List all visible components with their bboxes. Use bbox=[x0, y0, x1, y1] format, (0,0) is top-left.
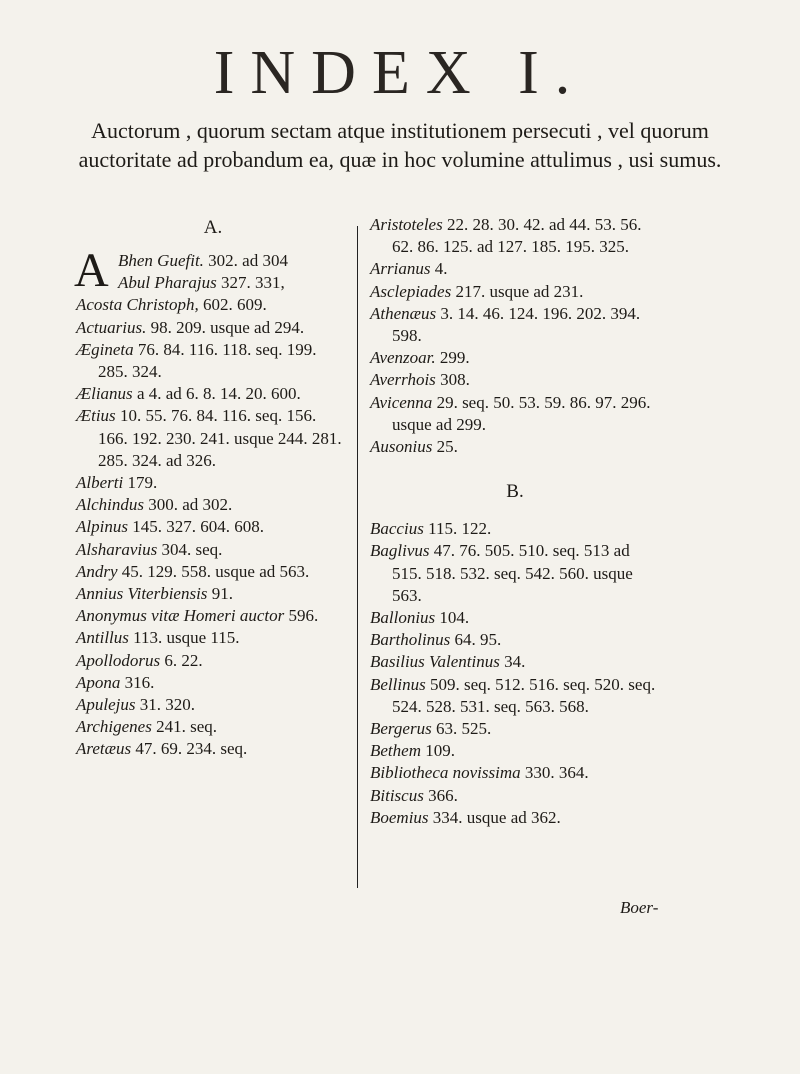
entry-name: Apona bbox=[76, 672, 121, 692]
entry-name: Annius Viterbiensis bbox=[76, 584, 208, 604]
entry-name: Avicenna bbox=[370, 392, 433, 412]
entry-refs: 34. bbox=[504, 652, 526, 672]
index-entry bbox=[76, 405, 350, 472]
entry-refs: 334. usque ad 362. bbox=[432, 807, 561, 827]
entry-name: Athenæus bbox=[370, 303, 437, 323]
index-entry bbox=[76, 738, 350, 760]
entry-name: Ælianus bbox=[76, 384, 133, 404]
index-entry bbox=[76, 583, 350, 605]
index-entry bbox=[370, 303, 660, 347]
index-entry bbox=[76, 516, 350, 538]
index-entry bbox=[370, 674, 660, 718]
index-entry bbox=[76, 472, 350, 494]
entry-name: Bhen Guefit. bbox=[118, 251, 204, 270]
entry-name: Averrhois bbox=[370, 370, 436, 390]
entry-name: Actuarius. bbox=[76, 317, 147, 337]
entry-name: Ætius bbox=[76, 406, 116, 426]
entry-refs: 10. 55. 76. 84. 116. seq. 156. 166. 192. 230. 241. usque 244. 281. 285. 324. ad 326. bbox=[98, 406, 342, 470]
right-column bbox=[370, 214, 660, 829]
index-entry bbox=[370, 214, 660, 258]
drop-cap: A bbox=[74, 244, 109, 297]
index-entry bbox=[76, 716, 350, 738]
entry-name: Aretæus bbox=[76, 739, 132, 759]
entry-name: Avenzoar. bbox=[370, 348, 436, 368]
index-entry bbox=[370, 718, 660, 740]
index-entry bbox=[76, 294, 350, 316]
entry-refs: 299. bbox=[439, 348, 470, 368]
entry-name: Ausonius bbox=[370, 437, 433, 457]
index-entry bbox=[370, 347, 660, 369]
index-entry bbox=[76, 650, 350, 672]
entry-name: Arrianus bbox=[370, 259, 431, 279]
entry-name: Baglivus bbox=[370, 541, 430, 561]
section-letter-a: A. bbox=[203, 217, 223, 238]
entry-refs: 25. bbox=[436, 437, 458, 457]
index-entry bbox=[76, 494, 350, 516]
entry-refs: 241. seq. bbox=[156, 717, 218, 737]
entry-name: Alchindus bbox=[76, 495, 144, 515]
catchword: Boer- bbox=[620, 898, 659, 917]
index-entry bbox=[370, 607, 660, 629]
entry-name: Ægineta bbox=[76, 339, 134, 359]
entry-name: Ballonius bbox=[370, 608, 436, 628]
entry-name: Asclepiades bbox=[370, 281, 452, 301]
entry-refs: 179. bbox=[127, 473, 158, 493]
entry-refs: 327. 331, bbox=[220, 273, 285, 293]
index-entry bbox=[370, 807, 660, 829]
entry-refs: 109. bbox=[425, 741, 455, 761]
index-entry bbox=[76, 272, 350, 294]
entry-name: Alberti bbox=[76, 473, 124, 493]
entry-refs: 509. seq. 512. 516. seq. 520. seq. 524. 528. 531. seq. 563. 568. bbox=[392, 674, 656, 716]
index-entry bbox=[76, 605, 350, 627]
entry-name: Apollodorus bbox=[76, 650, 161, 670]
index-entry bbox=[370, 392, 660, 436]
entry-name: Apulejus bbox=[76, 695, 136, 715]
entry-name: Bartholinus bbox=[370, 630, 451, 650]
index-entry bbox=[76, 339, 350, 383]
entry-refs: 308. bbox=[440, 370, 470, 390]
entry-name: Alsharavius bbox=[76, 539, 158, 559]
entry-refs: 596. bbox=[288, 606, 319, 626]
entry-refs: 76. 84. 116. 118. seq. 199. 285. 324. bbox=[98, 339, 317, 382]
entry-refs: 47. 69. 234. seq. bbox=[135, 739, 248, 759]
entry-name: Archigenes bbox=[76, 717, 152, 737]
index-subtitle: Auctorum , quorum sectam atque institutionem persecuti , vel quorum auctoritate ad probandum ea, quæ in hoc volumine attulimus , usi sumus. bbox=[78, 118, 722, 172]
entry-name: Andry bbox=[76, 561, 118, 581]
left-column bbox=[76, 214, 350, 761]
index-entry bbox=[370, 436, 660, 458]
entry-refs: 98. 209. usque ad 294. bbox=[150, 317, 305, 337]
entry-refs: 217. usque ad 231. bbox=[455, 281, 584, 301]
entry-refs: 29. seq. 50. 53. 59. 86. 97. 296. usque ad 299. bbox=[392, 392, 651, 434]
index-entry bbox=[370, 258, 660, 280]
index-entry bbox=[76, 627, 350, 649]
entry-refs: 4. bbox=[434, 259, 448, 279]
entry-name: Bergerus bbox=[370, 719, 432, 739]
entry-name: Antillus bbox=[76, 628, 129, 648]
index-title: INDEX I. bbox=[213, 39, 587, 107]
entry-refs: 6. 22. bbox=[164, 650, 203, 670]
entry-refs: a 4. ad 6. 8. 14. 20. 600. bbox=[136, 384, 301, 404]
index-entry bbox=[370, 629, 660, 651]
entry-name: Anonymus vitæ Homeri auctor bbox=[76, 606, 285, 626]
index-entry bbox=[370, 651, 660, 673]
index-entry bbox=[370, 540, 660, 607]
entry-name: Aristoteles bbox=[370, 215, 443, 234]
entry-name: Abul Pharajus bbox=[118, 273, 217, 293]
right-entries-a bbox=[370, 214, 660, 458]
entry-refs: 22. 28. 30. 42. ad 44. 53. 56. 62. 86. 125. ad 127. 185. 195. 325. bbox=[392, 215, 642, 257]
entry-refs: 366. bbox=[428, 785, 458, 805]
entry-name: Acosta Christoph, bbox=[76, 295, 199, 315]
entry-refs: 113. usque 115. bbox=[133, 628, 240, 648]
entry-refs: 47. 76. 505. 510. seq. 513 ad 515. 518. 532. seq. 542. 560. usque 563. bbox=[392, 541, 633, 605]
entry-refs: 316. bbox=[124, 672, 155, 692]
entry-refs: 63. 525. bbox=[435, 719, 492, 739]
index-entry bbox=[76, 383, 350, 405]
right-entries-b bbox=[370, 518, 660, 829]
entry-name: Alpinus bbox=[76, 517, 128, 537]
entry-name: Bellinus bbox=[370, 674, 426, 694]
entry-refs: 302. ad 304 bbox=[208, 251, 288, 270]
entry-name: Bitiscus bbox=[370, 785, 424, 805]
entry-refs: 115. 122. bbox=[428, 519, 492, 539]
index-entry bbox=[370, 785, 660, 807]
index-entry bbox=[370, 518, 660, 540]
entry-refs: 602. 609. bbox=[203, 295, 267, 315]
entry-refs: 64. 95. bbox=[454, 630, 502, 650]
entry-refs: 145. 327. 604. 608. bbox=[132, 517, 264, 537]
entry-name: Baccius bbox=[370, 519, 424, 539]
index-entry bbox=[76, 317, 350, 339]
section-letter-b: B. bbox=[506, 481, 524, 503]
index-entry bbox=[76, 694, 350, 716]
entry-refs: 330. 364. bbox=[524, 763, 589, 783]
entry-refs: 300. ad 302. bbox=[148, 495, 233, 515]
entry-name: Boemius bbox=[370, 807, 429, 827]
left-entries bbox=[74, 244, 350, 761]
entry-refs: 3. 14. 46. 124. 196. 202. 394. 598. bbox=[392, 303, 641, 346]
entry-refs: 304. seq. bbox=[161, 539, 223, 559]
index-entry bbox=[370, 369, 660, 391]
entry-name: Bethem bbox=[370, 741, 421, 761]
entry-refs: 45. 129. 558. usque ad 563. bbox=[121, 561, 310, 581]
index-entry bbox=[76, 561, 350, 583]
column-divider bbox=[357, 226, 358, 888]
entry-refs: 104. bbox=[439, 608, 470, 628]
entry-name: Basilius Valentinus bbox=[370, 652, 500, 672]
index-entry bbox=[370, 281, 660, 303]
entry-refs: 31. 320. bbox=[139, 695, 195, 715]
index-entry bbox=[370, 762, 660, 784]
index-entry bbox=[370, 740, 660, 762]
index-entry bbox=[76, 539, 350, 561]
entry-name: Bibliotheca novissima bbox=[370, 763, 521, 783]
index-entry bbox=[76, 672, 350, 694]
entry-refs: 91. bbox=[211, 584, 233, 604]
